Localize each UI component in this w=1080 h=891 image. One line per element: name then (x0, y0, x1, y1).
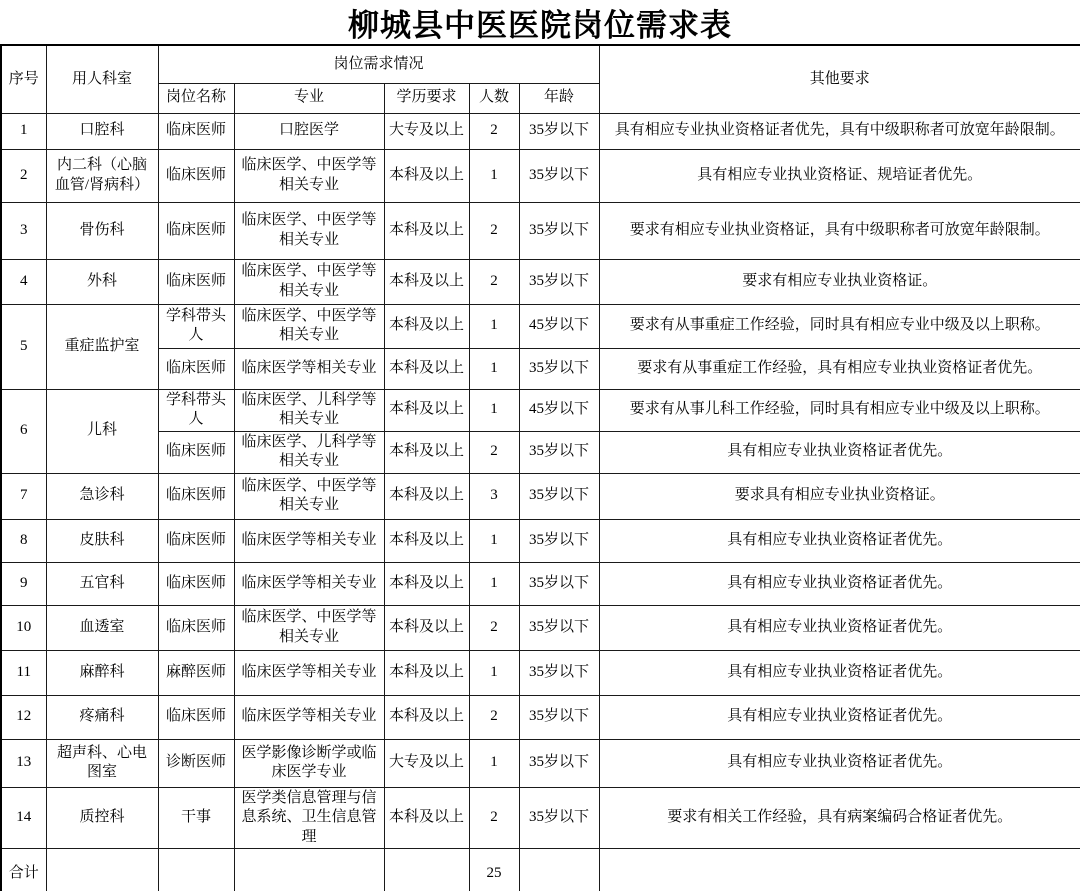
cell-major: 医学影像诊断学或临床医学专业 (234, 739, 384, 787)
cell-education: 本科及以上 (384, 787, 469, 849)
cell-major: 临床医学、中医学等相关专业 (234, 605, 384, 650)
table-row (1, 304, 1080, 348)
cell-dept: 急诊科 (46, 473, 158, 519)
cell-major: 临床医学、中医学等相关专业 (234, 304, 384, 348)
cell-seq: 7 (1, 473, 46, 519)
cell-position: 临床医师 (158, 562, 234, 605)
cell-seq: 5 (1, 304, 46, 389)
cell-other: 具有相应专业执业资格证者优先。 (599, 431, 1080, 473)
cell-age: 35岁以下 (519, 695, 599, 739)
cell-count: 2 (469, 202, 519, 259)
cell-position (158, 849, 234, 891)
cell-seq: 14 (1, 787, 46, 849)
cell-count: 2 (469, 259, 519, 304)
cell-position: 临床医师 (158, 605, 234, 650)
cell-education: 本科及以上 (384, 519, 469, 562)
table-row (1, 519, 1080, 562)
header-other: 其他要求 (599, 45, 1080, 113)
cell-seq: 8 (1, 519, 46, 562)
cell-seq: 9 (1, 562, 46, 605)
total-row (1, 849, 1080, 891)
cell-other: 要求有相应专业执业资格证，具有中级职称者可放宽年龄限制。 (599, 202, 1080, 259)
cell-major: 临床医学等相关专业 (234, 519, 384, 562)
cell-count: 1 (469, 149, 519, 202)
cell-age: 35岁以下 (519, 739, 599, 787)
table-row (1, 431, 1080, 473)
header-group: 岗位需求情况 (158, 45, 599, 83)
header-age: 年龄 (519, 83, 599, 113)
cell-education: 本科及以上 (384, 431, 469, 473)
cell-count: 3 (469, 473, 519, 519)
cell-position: 学科带头人 (158, 304, 234, 348)
cell-age (519, 849, 599, 891)
cell-dept: 麻醉科 (46, 650, 158, 695)
cell-major: 临床医学等相关专业 (234, 695, 384, 739)
cell-count: 2 (469, 431, 519, 473)
cell-dept: 外科 (46, 259, 158, 304)
table-row (1, 787, 1080, 849)
table-row (1, 113, 1080, 149)
cell-other: 具有相应专业执业资格证者优先。 (599, 562, 1080, 605)
page-title: 柳城县中医医院岗位需求表 (348, 7, 732, 43)
cell-major: 临床医学等相关专业 (234, 650, 384, 695)
cell-major: 临床医学、中医学等相关专业 (234, 473, 384, 519)
cell-position: 临床医师 (158, 113, 234, 149)
table-row (1, 202, 1080, 259)
header-education: 学历要求 (384, 83, 469, 113)
cell-count: 2 (469, 113, 519, 149)
cell-seq: 12 (1, 695, 46, 739)
table-row (1, 259, 1080, 304)
cell-other: 要求有相关工作经验，具有病案编码合格证者优先。 (599, 787, 1080, 849)
cell-major: 临床医学、儿科学等相关专业 (234, 431, 384, 473)
table-row (1, 650, 1080, 695)
cell-age: 35岁以下 (519, 473, 599, 519)
table-row (1, 739, 1080, 787)
cell-education: 本科及以上 (384, 149, 469, 202)
cell-other: 具有相应专业执业资格证者优先。 (599, 605, 1080, 650)
cell-position: 临床医师 (158, 348, 234, 389)
requirements-table (0, 44, 1080, 891)
cell-age: 35岁以下 (519, 149, 599, 202)
cell-education: 本科及以上 (384, 389, 469, 431)
cell-count: 1 (469, 304, 519, 348)
cell-major (234, 849, 384, 891)
cell-major: 医学类信息管理与信息系统、卫生信息管理 (234, 787, 384, 849)
cell-major: 口腔医学 (234, 113, 384, 149)
cell-position: 麻醉医师 (158, 650, 234, 695)
cell-count: 2 (469, 787, 519, 849)
cell-position: 临床医师 (158, 431, 234, 473)
cell-age: 35岁以下 (519, 348, 599, 389)
cell-age: 35岁以下 (519, 113, 599, 149)
cell-major: 临床医学、儿科学等相关专业 (234, 389, 384, 431)
cell-other: 具有相应专业执业资格证、规培证者优先。 (599, 149, 1080, 202)
table-row (1, 562, 1080, 605)
cell-major: 临床医学等相关专业 (234, 348, 384, 389)
cell-other: 具有相应专业执业资格证者优先。 (599, 519, 1080, 562)
cell-other (599, 849, 1080, 891)
cell-dept: 内二科（心脑血管/肾病科） (46, 149, 158, 202)
cell-age: 35岁以下 (519, 562, 599, 605)
cell-seq: 6 (1, 389, 46, 473)
cell-education: 本科及以上 (384, 202, 469, 259)
cell-age: 35岁以下 (519, 202, 599, 259)
header-major: 专业 (234, 83, 384, 113)
cell-age: 45岁以下 (519, 304, 599, 348)
cell-position: 诊断医师 (158, 739, 234, 787)
cell-education: 大专及以上 (384, 113, 469, 149)
cell-dept: 血透室 (46, 605, 158, 650)
cell-age: 35岁以下 (519, 650, 599, 695)
cell-other: 要求有从事重症工作经验，同时具有相应专业中级及以上职称。 (599, 304, 1080, 348)
cell-education: 大专及以上 (384, 739, 469, 787)
cell-count: 2 (469, 695, 519, 739)
cell-other: 具有相应专业执业资格证者优先，具有中级职称者可放宽年龄限制。 (599, 113, 1080, 149)
cell-position: 临床医师 (158, 695, 234, 739)
cell-position: 临床医师 (158, 473, 234, 519)
table-row (1, 348, 1080, 389)
cell-education: 本科及以上 (384, 259, 469, 304)
cell-major: 临床医学等相关专业 (234, 562, 384, 605)
table-row (1, 605, 1080, 650)
cell-dept: 五官科 (46, 562, 158, 605)
cell-major: 临床医学、中医学等相关专业 (234, 259, 384, 304)
cell-education: 本科及以上 (384, 695, 469, 739)
cell-dept: 皮肤科 (46, 519, 158, 562)
cell-count: 1 (469, 562, 519, 605)
total-label: 合计 (1, 849, 46, 891)
cell-age: 35岁以下 (519, 259, 599, 304)
table-row (1, 695, 1080, 739)
cell-seq: 1 (1, 113, 46, 149)
table-row (1, 389, 1080, 431)
cell-count: 2 (469, 605, 519, 650)
cell-major: 临床医学、中医学等相关专业 (234, 202, 384, 259)
cell-seq: 2 (1, 149, 46, 202)
cell-education: 本科及以上 (384, 650, 469, 695)
header-position: 岗位名称 (158, 83, 234, 113)
cell-count: 1 (469, 739, 519, 787)
cell-dept: 疼痛科 (46, 695, 158, 739)
cell-other: 具有相应专业执业资格证者优先。 (599, 739, 1080, 787)
cell-age: 45岁以下 (519, 389, 599, 431)
cell-position: 临床医师 (158, 519, 234, 562)
cell-other: 要求有从事儿科工作经验，同时具有相应专业中级及以上职称。 (599, 389, 1080, 431)
cell-age: 35岁以下 (519, 519, 599, 562)
cell-age: 35岁以下 (519, 605, 599, 650)
cell-other: 要求具有相应专业执业资格证。 (599, 473, 1080, 519)
cell-seq: 3 (1, 202, 46, 259)
cell-education: 本科及以上 (384, 348, 469, 389)
header-seq: 序号 (1, 45, 46, 113)
cell-dept: 超声科、心电图室 (46, 739, 158, 787)
cell-seq: 10 (1, 605, 46, 650)
cell-other: 要求有从事重症工作经验，具有相应专业执业资格证者优先。 (599, 348, 1080, 389)
cell-education: 本科及以上 (384, 304, 469, 348)
cell-dept: 骨伤科 (46, 202, 158, 259)
cell-education: 本科及以上 (384, 473, 469, 519)
cell-dept: 重症监护室 (46, 304, 158, 389)
cell-count: 1 (469, 348, 519, 389)
cell-position: 临床医师 (158, 259, 234, 304)
cell-count: 1 (469, 389, 519, 431)
cell-major: 临床医学、中医学等相关专业 (234, 149, 384, 202)
cell-other: 具有相应专业执业资格证者优先。 (599, 650, 1080, 695)
cell-education: 本科及以上 (384, 605, 469, 650)
header-dept: 用人科室 (46, 45, 158, 113)
cell-other: 要求有相应专业执业资格证。 (599, 259, 1080, 304)
cell-count: 1 (469, 519, 519, 562)
cell-dept: 口腔科 (46, 113, 158, 149)
cell-seq: 4 (1, 259, 46, 304)
cell-position: 临床医师 (158, 202, 234, 259)
cell-count: 1 (469, 650, 519, 695)
table-row (1, 149, 1080, 202)
cell-dept: 儿科 (46, 389, 158, 473)
cell-age: 35岁以下 (519, 787, 599, 849)
cell-dept (46, 849, 158, 891)
cell-position: 干事 (158, 787, 234, 849)
table-row (1, 473, 1080, 519)
cell-seq: 11 (1, 650, 46, 695)
cell-education (384, 849, 469, 891)
header-count: 人数 (469, 83, 519, 113)
header-row-1 (1, 45, 1080, 83)
total-count: 25 (469, 849, 519, 891)
cell-other: 具有相应专业执业资格证者优先。 (599, 695, 1080, 739)
cell-age: 35岁以下 (519, 431, 599, 473)
cell-education: 本科及以上 (384, 562, 469, 605)
cell-dept: 质控科 (46, 787, 158, 849)
cell-position: 学科带头人 (158, 389, 234, 431)
cell-position: 临床医师 (158, 149, 234, 202)
cell-seq: 13 (1, 739, 46, 787)
